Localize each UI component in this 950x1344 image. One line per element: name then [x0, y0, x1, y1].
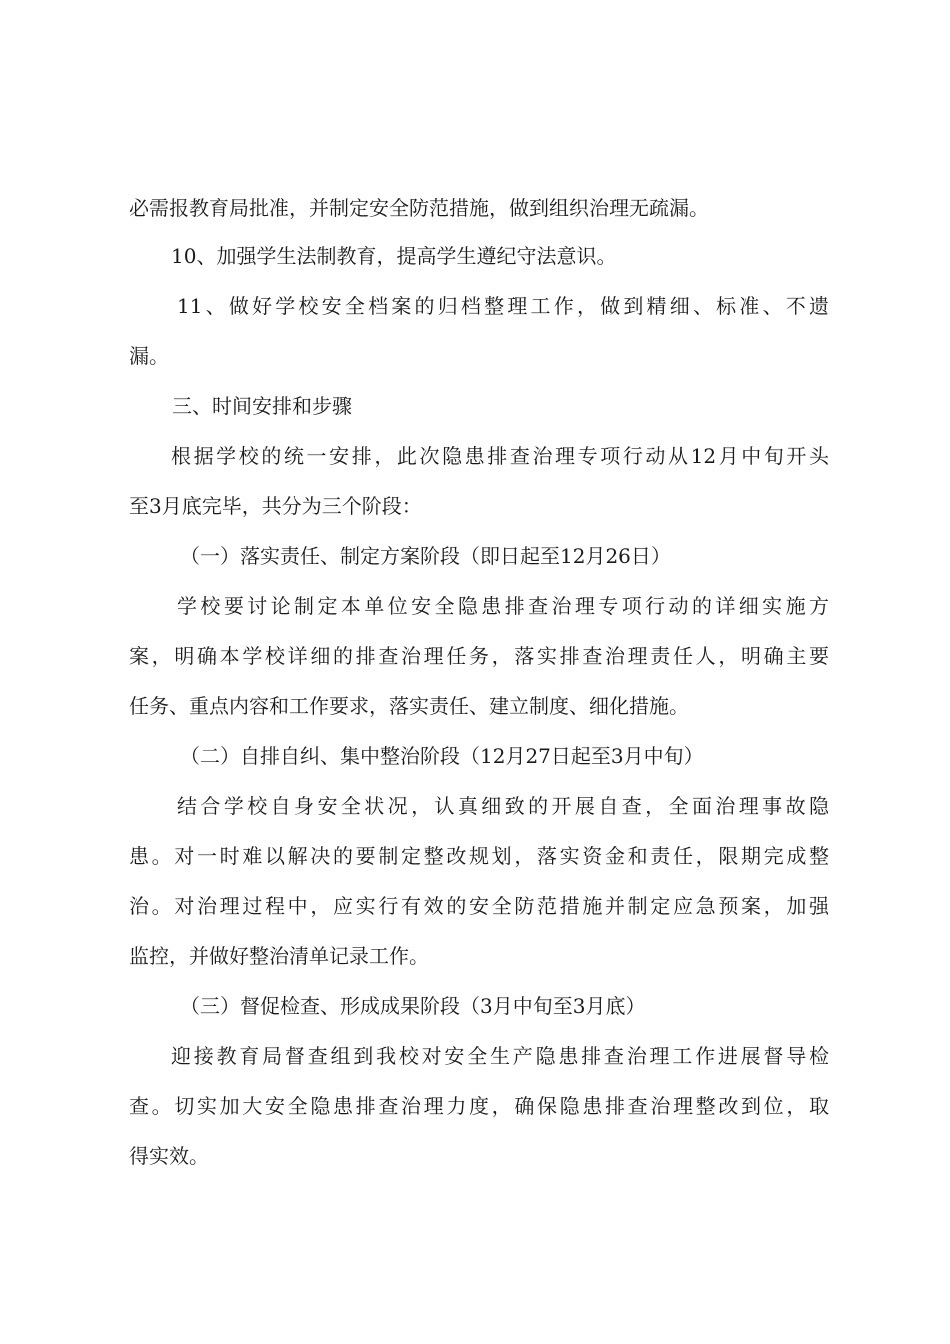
paragraph-line: 案，明确本学校详细的排查治理任务，落实排查治理责任人，明确主要: [129, 644, 829, 668]
list-item-10: 10、加强学生法制教育，提高学生遵纪守法意识。: [171, 244, 617, 268]
section-heading: 三、时间安排和步骤: [172, 394, 352, 418]
paragraph-line: 监控，并做好整治清单记录工作。: [129, 944, 429, 968]
paragraph-line: 迎接教育局督查组到我校对安全生产隐患排查治理工作进展督导检: [171, 1044, 829, 1068]
paragraph-line: 得实效。: [129, 1144, 209, 1168]
paragraph-line: 查。切实加大安全隐患排查治理力度，确保隐患排查治理整改到位，取: [129, 1094, 829, 1118]
subsection-heading: （三）督促检查、形成成果阶段（3月中旬至3月底）: [180, 994, 646, 1018]
paragraph-line: 根据学校的统一安排，此次隐患排查治理专项行动从12月中旬开头: [171, 444, 829, 468]
paragraph-line: 治。对治理过程中，应实行有效的安全防范措施并制定应急预案，加强: [129, 894, 829, 918]
paragraph-line: 任务、重点内容和工作要求，落实责任、建立制度、细化措施。: [129, 694, 689, 718]
paragraph-line: 至3月底完毕，共分为三个阶段：: [129, 494, 422, 518]
paragraph-line: 学校要讨论制定本单位安全隐患排查治理专项行动的详细实施方: [177, 594, 829, 618]
list-item-11: 11、做好学校安全档案的归档整理工作，做到精细、标准、不遗: [177, 294, 829, 318]
subsection-heading: （一）落实责任、制定方案阶段（即日起至12月26日）: [180, 544, 671, 568]
paragraph-line: 结合学校自身安全状况，认真细致的开展自查，全面治理事故隐: [177, 794, 829, 818]
subsection-heading: （二）自排自纠、集中整治阶段（12月27日起至3月中旬）: [180, 744, 704, 768]
paragraph-line: 漏。: [129, 344, 169, 368]
paragraph-line: 患。对一时难以解决的要制定整改规划，落实资金和责任，限期完成整: [129, 844, 829, 868]
paragraph-line: 必需报教育局批准，并制定安全防范措施，做到组织治理无疏漏。: [129, 196, 709, 220]
